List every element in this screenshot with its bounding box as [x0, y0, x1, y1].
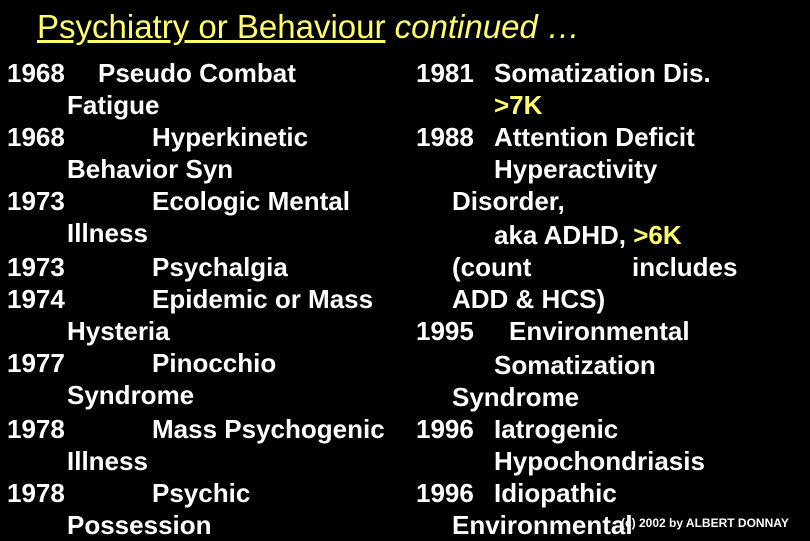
slide-title [37, 8, 580, 46]
copyright-footer: (c) 2002 by ALBERT DONNAY [621, 516, 789, 530]
entry-text: Pinocchio [152, 348, 277, 378]
entry-text: Somatization Dis. [494, 58, 711, 88]
entry-text: Idiopathic [494, 478, 617, 508]
entry-text: Ecologic Mental [152, 186, 350, 216]
entry-text: Psychic [152, 478, 251, 508]
entry-text: Epidemic or Mass [152, 284, 374, 314]
entry-year: 1973 [7, 252, 65, 282]
entry-text-cont: Illness [67, 446, 148, 476]
entry-year: 1978 [7, 478, 65, 508]
entry-text-cont: Possession [67, 510, 212, 540]
entry-text-cont: Hyperactivity [494, 154, 658, 184]
entry-text: Attention Deficit [494, 122, 695, 152]
count-badge: >7K [494, 90, 543, 120]
entry-text: Psychalgia [152, 252, 288, 282]
entry-text: Environmental [509, 316, 690, 346]
entry-year: 1974 [7, 284, 65, 314]
entry-text-cont: ADD & HCS) [452, 284, 606, 314]
entry-year: 1968 [7, 122, 65, 152]
entry-text-cont: Fatigue [67, 90, 160, 120]
entry-text-cont: Hysteria [67, 316, 170, 346]
entry-text: Pseudo Combat [98, 58, 296, 88]
entry-year: 1988 [416, 122, 474, 152]
entry-text: Mass Psychogenic [152, 414, 385, 444]
entry-text-cont: Disorder, [452, 186, 565, 216]
entry-text-cont: Syndrome [452, 382, 580, 412]
entry-text-cont: Environmental [452, 510, 633, 540]
entry-text-cont [494, 219, 682, 251]
entry-year: 1977 [7, 348, 65, 378]
entry-text-cont: includes [632, 252, 738, 282]
entry-text-cont: (count [452, 252, 532, 282]
count-badge: >6K [633, 220, 682, 250]
entry-year: 1996 [416, 478, 474, 508]
entry-year: 1978 [7, 414, 65, 444]
entry-text-cont: Illness [67, 218, 148, 248]
title-continued: continued … [394, 8, 580, 45]
entry-text-cont: Behavior Syn [67, 154, 234, 184]
entry-text-cont: Syndrome [67, 380, 195, 410]
entry-year: 1996 [416, 414, 474, 444]
aka-text: aka ADHD, [494, 220, 626, 250]
entry-text-cont: Hypochondriasis [494, 446, 705, 476]
entry-year: 1995 [416, 316, 474, 346]
entry-year: 1973 [7, 186, 65, 216]
title-main: Psychiatry or Behaviour [37, 8, 386, 45]
entry-year: 1981 [416, 58, 474, 88]
entry-year: 1968 [7, 58, 65, 88]
entry-text: Hyperkinetic [152, 122, 309, 152]
entry-text-cont: Somatization [494, 350, 656, 380]
entry-text: Iatrogenic [494, 414, 619, 444]
